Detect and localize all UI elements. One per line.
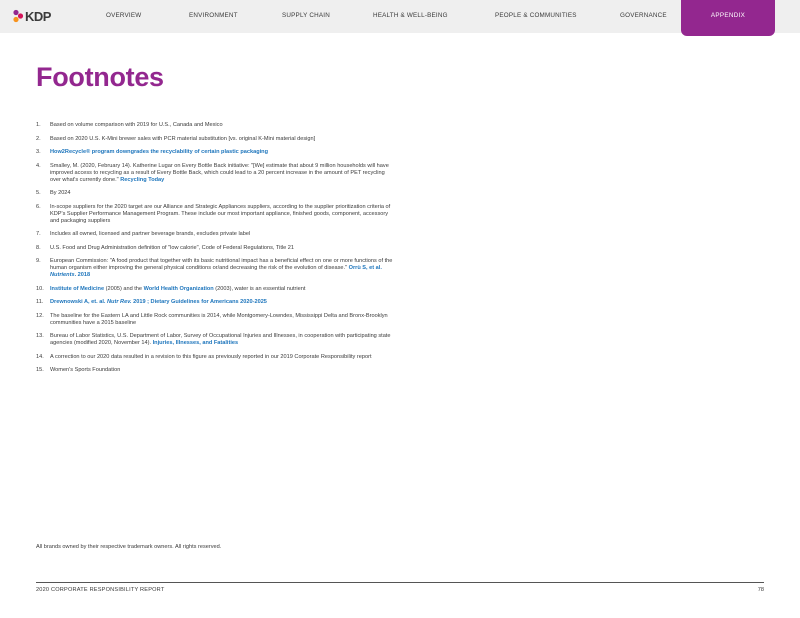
footnote-link-journal: Nutrients: [50, 272, 75, 278]
footnote-text: Based on 2020 U.S. K-Mini brewer sales with PCR material substitution [vs. original K-Mini material design]: [50, 135, 316, 142]
footer-report-title: 2020 CORPORATE RESPONSIBILITY REPORT: [36, 587, 165, 593]
footnote-item: [36, 163, 396, 184]
kdp-logo-mark-icon: [12, 9, 24, 23]
footnote-item: [36, 286, 396, 293]
nav-people-communities[interactable]: PEOPLE & COMMUNITIES: [495, 12, 577, 19]
nav-overview[interactable]: OVERVIEW: [106, 12, 142, 19]
footnote-text: Smalley, M. (2020, February 14). Katherine Lugar on Every Bottle Back initiative: "[We] estimate that about 9 million households will have improved access to recycling as a result of Every Bottle Back, which could lead to a 20 percent increase in the amount of PET recycling over what's currently done.": [50, 162, 389, 183]
footnote-text: Bureau of Labor Statistics, U.S. Department of Labor, Survey of Occupational Injuries and Illnesses, in cooperation with participating state agencies (modified 2020, November 14).: [50, 333, 391, 346]
footnote-link-prefix: Drewnowski A, et. al.: [50, 299, 107, 305]
footnote-number: 5.: [36, 190, 41, 196]
footnote-number: 1.: [36, 122, 41, 128]
footnote-text: U.S. Food and Drug Administration definition of "low calorie", Code of Federal Regulations, Title 21: [50, 244, 295, 251]
footnote-link-suffix: 2019 ; Dietary Guidelines for Americans 2020-2025: [131, 299, 267, 305]
nav-supply-chain[interactable]: SUPPLY CHAIN: [282, 12, 331, 19]
footnote-text: Based on volume comparison with 2019 for U.S., Canada and Mexico: [50, 122, 223, 128]
footnote-number: 7.: [36, 231, 41, 237]
footnote-text: A correction to our 2020 data resulted in a revision to this figure as previously reported in our 2019 Corporate Responsibility report: [50, 353, 372, 360]
footnote-text: (2005) and the: [104, 285, 144, 292]
nav-health-well-being[interactable]: HEALTH & WELL-BEING: [373, 12, 448, 19]
footnote-number: 8.: [36, 244, 41, 251]
footnotes-list: [36, 122, 396, 381]
footnote-link-suffix: . 2018: [74, 272, 91, 278]
footer-divider: [36, 582, 764, 583]
page-number: 78: [757, 587, 764, 593]
footnote-text: European Commission: "A food product that together with its basic nutritional impact has a beneficial effect on one or more functions of the human organism either improving the general physical conditions or/and decreasing the risk of the evolution of disease.": [50, 258, 393, 271]
footnote-link-injuries[interactable]: Injuries, Illnesses, and Fatalities: [152, 340, 239, 346]
footnote-item: [36, 333, 396, 347]
logo-text: KDP: [25, 8, 51, 24]
footnote-item: [36, 354, 396, 361]
footnote-item: [36, 245, 396, 252]
footnote-number: 14.: [36, 353, 44, 360]
footnote-link-recycling-today[interactable]: Recycling Today: [120, 176, 165, 183]
footnote-text: Includes all owned, licensed and partner beverage brands, excludes private label: [50, 231, 251, 237]
footnote-link-drewnowski[interactable]: [50, 299, 267, 305]
nav-environment[interactable]: ENVIRONMENT: [189, 12, 238, 19]
footnote-item: [36, 313, 396, 327]
footnote-item: [36, 190, 396, 197]
footnote-item: [36, 367, 396, 374]
footnote-text: (2003), water is an essential nutrient: [213, 285, 306, 292]
footnote-link-journal: Nutr Rev.: [107, 299, 132, 305]
footnote-item: [36, 204, 396, 225]
footnote-link-prefix: Orrù S, et al.: [348, 265, 382, 271]
footnote-number: 12.: [36, 312, 44, 319]
footnote-item: [36, 231, 396, 238]
footnote-number: 10.: [36, 285, 44, 292]
footnote-item: [36, 149, 396, 156]
nav-appendix-label: APPENDIX: [710, 12, 746, 19]
footnote-item: [36, 122, 396, 129]
footnote-number: 15.: [36, 367, 44, 373]
nav-appendix-active-tab[interactable]: [681, 0, 775, 36]
footnote-number: 4.: [36, 162, 41, 169]
footnote-text: The baseline for the Eastern LA and Little Rock communities is 2014, while Montgomery-Lowndes, Mississippi Delta and Bronx-Brooklyn communities have a 2015 baseline: [50, 312, 388, 326]
trademark-disclaimer: All brands owned by their respective trademark owners. All rights reserved.: [36, 544, 222, 550]
footnote-text: Women's Sports Foundation: [50, 367, 121, 373]
footnote-link-who[interactable]: World Health Organization: [143, 285, 214, 292]
footnote-number: 11.: [36, 299, 44, 305]
footnote-number: 2.: [36, 135, 41, 142]
footnote-number: 13.: [36, 333, 44, 339]
footnote-link-how2recycle[interactable]: How2Recycle® program downgrades the recyclability of certain plastic packaging: [50, 149, 268, 155]
footnote-item: [36, 299, 396, 306]
footnote-item: [36, 136, 396, 143]
footnote-number: 3.: [36, 149, 41, 155]
footnote-text: In-scope suppliers for the 2020 target are our Alliance and Strategic Appliances suppliers, according to the supplier prioritization criteria of KDP's Supplier Performance Management Program. These include our most important appliance, finished goods, component, accessory and packaging suppliers: [50, 203, 391, 224]
footnote-link-institute-of-medicine[interactable]: Institute of Medicine: [50, 285, 105, 292]
page-title: Footnotes: [36, 62, 164, 92]
footnote-number: 9.: [36, 258, 41, 264]
kdp-logo[interactable]: [12, 9, 51, 23]
footnote-number: 6.: [36, 203, 41, 210]
footnote-item: [36, 258, 396, 279]
footnote-text: By 2024: [50, 190, 71, 196]
nav-governance[interactable]: GOVERNANCE: [620, 12, 667, 19]
